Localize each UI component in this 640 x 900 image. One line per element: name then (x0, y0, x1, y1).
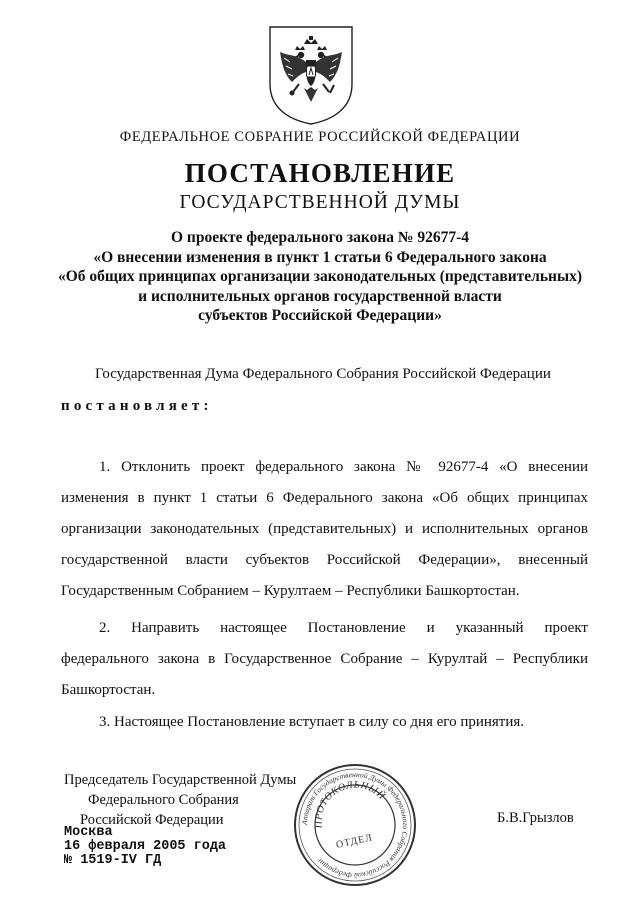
footer-city: Москва (64, 825, 113, 840)
document-title: ПОСТАНОВЛЕНИЕ (184, 158, 456, 188)
bill-title-line: «Об общих принципах организации законодательных (представительных) (57, 268, 583, 285)
organization-header: ФЕДЕРАЛЬНОЕ СОБРАНИЕ РОССИЙСКОЙ ФЕДЕРАЦИИ (119, 129, 521, 145)
paragraph-line: Башкортостан. (61, 682, 156, 698)
preamble-text: Государственная Дума Федерального Собрания Российской Федерации (95, 366, 551, 382)
paragraph-1 (61, 452, 588, 607)
paragraph-line: организации законодательных (представительных) и исполнительных органов (61, 521, 588, 537)
signatory-role-line: Председатель Государственной Думы (64, 772, 297, 788)
bill-title-line: субъектов Российской Федерации» (198, 307, 442, 324)
bill-title-line: «О внесении изменения в пункт 1 статьи 6 Федерального закона (93, 248, 547, 266)
signatory-role-line: Российской Федерации (80, 812, 224, 828)
seal-top-text: ПРОТОКОЛЬНЫЙ (313, 779, 388, 829)
document-subtitle: ГОСУДАРСТВЕННОЙ ДУМЫ (179, 192, 461, 213)
signatory-role-line: Федерального Собрания (88, 792, 239, 808)
document-footer (64, 826, 226, 868)
paragraph-line: 2. Направить настоящее Постановление и указанный проект (99, 620, 588, 636)
signatory-name: Б.В.Грызлов (497, 810, 574, 826)
seal-ring-text: Аппарат Государственной Думы Федерального Собрания Российской Федерации (299, 769, 411, 881)
paragraph-line: федерального закона в Государственное Собрание – Курултай – Республики (61, 651, 588, 667)
eagle-emblem-icon (266, 24, 356, 126)
footer-date: 16 февраля 2005 года (64, 839, 227, 854)
bill-title-line: О проекте федерального закона № 92677-4 (170, 229, 469, 246)
seal-bottom-text: ОТДЕЛ (335, 832, 374, 851)
paragraph-3 (61, 707, 588, 738)
paragraph-2 (61, 613, 588, 706)
bill-title (0, 228, 640, 326)
paragraph-line: 1. Отклонить проект федерального закона № 92677-4 «О внесении (99, 459, 588, 475)
paragraph-line: 3. Настоящее Постановление вступает в силу со дня его принятия. (99, 714, 525, 730)
footer-number: № 1519-IV ГД (64, 853, 162, 868)
paragraph-line: изменения в пункт 1 статьи 6 Федерального закона «Об общих принципах (61, 490, 588, 506)
bill-title-line: и исполнительных органов государственной власти (138, 287, 502, 305)
paragraph-line: государственной власти субъектов Российской Федерации», внесенный (61, 552, 588, 568)
decrees-keyword: постановляет: (61, 398, 213, 414)
paragraph-line: Государственным Собранием – Курултаем – Республики Башкортостан. (61, 583, 520, 599)
signatory-role (64, 770, 296, 830)
seal-stamp-icon (292, 762, 418, 888)
